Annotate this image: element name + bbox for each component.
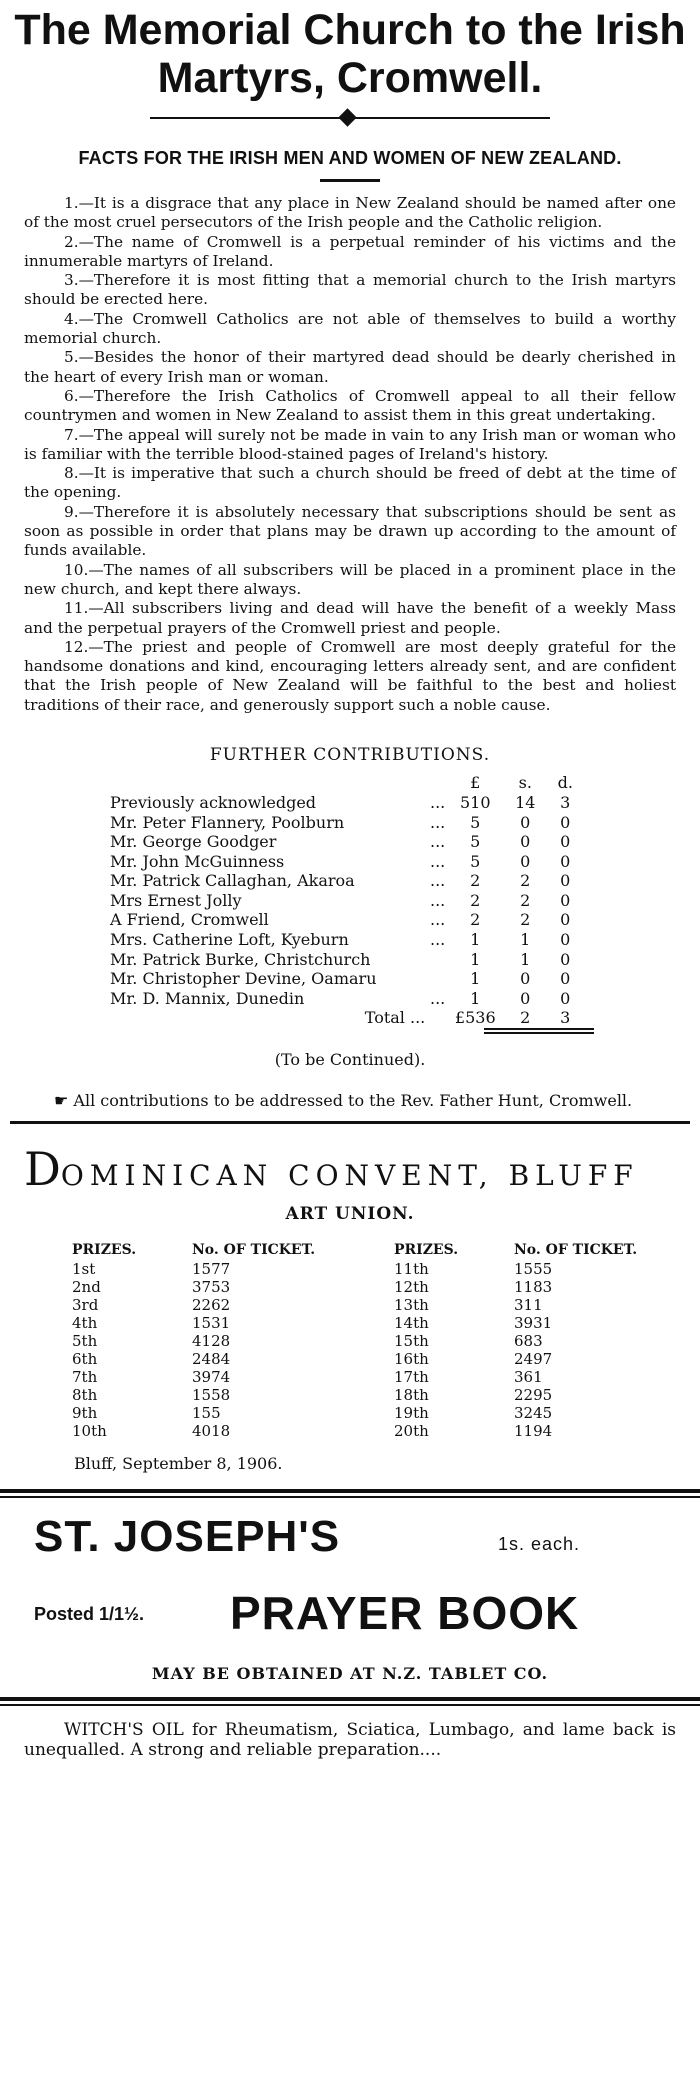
contributor-name: Mr. Peter Flannery, Poolburn bbox=[110, 812, 345, 832]
prize-column-right bbox=[378, 1240, 700, 1440]
leader-dots: ... bbox=[430, 930, 446, 950]
pence-value: 3 bbox=[560, 792, 571, 812]
contributor-name: Mr. George Goodger bbox=[110, 832, 277, 852]
fact-item: 2.—The name of Cromwell is a perpetual reminder of his victims and the innumerable martyrs of Ireland. bbox=[24, 232, 676, 270]
prize-place: 17th bbox=[394, 1367, 429, 1386]
table-row bbox=[378, 1314, 664, 1332]
contributor-name: Mr. Christopher Devine, Oamaru bbox=[110, 969, 377, 989]
prize-place: 14th bbox=[394, 1313, 429, 1332]
ticket-number: 155 bbox=[192, 1403, 221, 1422]
table-row bbox=[56, 1386, 342, 1404]
pounds-value: 5 bbox=[470, 851, 481, 871]
contributor-name: Mr. D. Mannix, Dunedin bbox=[110, 988, 305, 1008]
leader-dots: ... bbox=[430, 871, 446, 891]
table-row bbox=[110, 851, 585, 871]
contributor-name: Previously acknowledged bbox=[110, 792, 317, 812]
contributor-name: Mr. Patrick Burke, Christchurch bbox=[110, 949, 371, 969]
total-shillings: 2 bbox=[520, 1008, 531, 1028]
shillings-value: 1 bbox=[520, 949, 531, 969]
title-line-2: Martyrs, Cromwell. bbox=[157, 54, 543, 102]
ticket-number: 1558 bbox=[192, 1385, 231, 1404]
table-row bbox=[110, 969, 585, 989]
total-label: Total ... bbox=[364, 1008, 426, 1028]
convent-title-rest: OMINICAN CONVENT, BLUFF bbox=[60, 1158, 639, 1192]
prize-place: 4th bbox=[72, 1313, 98, 1332]
fact-item: 3.—Therefore it is most fitting that a memorial church to the Irish martyrs should be erected here. bbox=[24, 271, 676, 309]
ticket-number: 4018 bbox=[192, 1421, 231, 1440]
art-union-subtitle: ART UNION. bbox=[285, 1203, 415, 1224]
leader-dots bbox=[430, 949, 445, 969]
pounds-value: 5 bbox=[470, 812, 481, 832]
leader-dots: ... bbox=[430, 812, 446, 832]
prize-place: 18th bbox=[394, 1385, 429, 1404]
leader-dots: ... bbox=[430, 910, 446, 930]
pence-value: 0 bbox=[560, 969, 571, 989]
table-row bbox=[56, 1260, 342, 1278]
ticket-number: 3931 bbox=[514, 1313, 553, 1332]
prize-place: 1st bbox=[72, 1259, 96, 1278]
prayer-book-obtain: MAY BE OBTAINED AT N.Z. TABLET CO. bbox=[151, 1663, 549, 1683]
facts-subheading: FACTS FOR THE IRISH MEN AND WOMEN OF NEW ZEALAND. bbox=[78, 148, 622, 168]
prayer-book-price: 1s. each. bbox=[498, 1533, 581, 1554]
prayer-book-name: ST. JOSEPH'S bbox=[34, 1511, 341, 1561]
prize-place: 20th bbox=[394, 1421, 429, 1440]
ticket-number: 2295 bbox=[514, 1385, 553, 1404]
shillings-value: 0 bbox=[520, 969, 531, 989]
prize-results bbox=[56, 1240, 700, 1440]
prize-place: 19th bbox=[394, 1403, 429, 1422]
ticket-header: No. OF TICKET. bbox=[192, 1241, 316, 1258]
contributions-table bbox=[110, 773, 585, 1028]
leader-dots: ... bbox=[430, 832, 446, 852]
total-row bbox=[110, 1008, 585, 1028]
ticket-number: 361 bbox=[514, 1367, 543, 1386]
fact-item: 5.—Besides the honor of their martyred dead should be dearly cherished in the heart of every Irish man or woman. bbox=[24, 348, 676, 386]
contributor-name: Mr. John McGuinness bbox=[110, 851, 285, 871]
table-row bbox=[56, 1404, 342, 1422]
address-note: ☛ All contributions to be addressed to the Rev. Father Hunt, Cromwell. bbox=[54, 1090, 633, 1110]
prayer-book-postage: Posted 1/1½. bbox=[34, 1603, 145, 1624]
prize-table-left bbox=[56, 1240, 342, 1440]
table-row bbox=[56, 1332, 342, 1350]
prize-place: 15th bbox=[394, 1331, 429, 1350]
contributor-name: Mrs. Catherine Loft, Kyeburn bbox=[110, 930, 349, 950]
leader-dots: ... bbox=[430, 792, 446, 812]
pence-value: 0 bbox=[560, 930, 571, 950]
table-row bbox=[110, 910, 585, 930]
diamond-divider bbox=[0, 108, 700, 128]
fact-item: 1.—It is a disgrace that any place in New Zealand should be named after one of the most cruel persecutors of the Irish people and the Catholic religion. bbox=[24, 194, 676, 232]
table-row bbox=[110, 989, 585, 1009]
fact-item: 12.—The priest and people of Cromwell are most deeply grateful for the handsome donations and kind, encouraging letters already sent, and are confident that the Irish people of New Zealand will be faithful to the best and holiest traditions of their race, and generously support such a noble cause. bbox=[24, 637, 676, 714]
shillings-value: 2 bbox=[520, 910, 531, 930]
table-row bbox=[56, 1296, 342, 1314]
shillings-value: 2 bbox=[520, 871, 531, 891]
convent-title bbox=[24, 1142, 700, 1196]
section-divider bbox=[0, 1704, 700, 1706]
ticket-number: 1555 bbox=[514, 1259, 553, 1278]
table-row bbox=[378, 1368, 664, 1386]
ticket-number: 311 bbox=[514, 1295, 543, 1314]
pounds-value: 1 bbox=[470, 969, 481, 989]
shillings-value: 14 bbox=[515, 792, 536, 812]
shillings-value: 2 bbox=[520, 890, 531, 910]
prayer-book-title: PRAYER BOOK bbox=[230, 1586, 580, 1639]
section-divider bbox=[0, 1489, 700, 1493]
total-pence: 3 bbox=[560, 1008, 571, 1028]
shillings-value: 0 bbox=[520, 988, 531, 1008]
table-row bbox=[110, 812, 585, 832]
contributor-name: A Friend, Cromwell bbox=[110, 910, 269, 930]
fact-item: 9.—Therefore it is absolutely necessary that subscriptions should be sent as soon as possible in order that plans may be drawn up according to the amount of funds available. bbox=[24, 502, 676, 560]
table-row bbox=[56, 1278, 342, 1296]
pence-value: 0 bbox=[560, 871, 571, 891]
ticket-number: 1183 bbox=[514, 1277, 553, 1296]
table-row bbox=[110, 793, 585, 813]
pounds-value: 1 bbox=[470, 930, 481, 950]
prize-place: 16th bbox=[394, 1349, 429, 1368]
pounds-header: £ bbox=[470, 773, 481, 793]
prize-place: 5th bbox=[72, 1331, 98, 1350]
table-row bbox=[378, 1422, 664, 1440]
contributions-header-row bbox=[110, 773, 585, 793]
shillings-value: 1 bbox=[520, 930, 531, 950]
prize-place: 13th bbox=[394, 1295, 429, 1314]
pounds-value: 510 bbox=[459, 792, 491, 812]
pence-value: 0 bbox=[560, 832, 571, 852]
facts-list bbox=[24, 194, 676, 715]
fact-item: 10.—The names of all subscribers will be placed in a prominent place in the new church, and kept there always. bbox=[24, 560, 676, 598]
total-pounds: £536 bbox=[454, 1008, 496, 1028]
prize-place: 7th bbox=[72, 1367, 98, 1386]
ticket-number: 2484 bbox=[192, 1349, 231, 1368]
prize-place: 12th bbox=[394, 1277, 429, 1296]
section-divider bbox=[10, 1121, 690, 1124]
table-row bbox=[378, 1296, 664, 1314]
prize-place: 8th bbox=[72, 1385, 98, 1404]
title-line-1: The Memorial Church to the Irish bbox=[14, 6, 686, 54]
leader-dots: ... bbox=[430, 851, 446, 871]
leader-dots bbox=[430, 969, 445, 989]
table-row bbox=[110, 871, 585, 891]
diamond-ornament-icon bbox=[338, 108, 356, 126]
pounds-value: 1 bbox=[470, 949, 481, 969]
pounds-value: 5 bbox=[470, 832, 481, 852]
pounds-value: 2 bbox=[470, 890, 481, 910]
leader-dots: ... bbox=[430, 988, 446, 1008]
fact-item: 11.—All subscribers living and dead will have the benefit of a weekly Mass and the perpetual prayers of the Cromwell priest and people. bbox=[24, 599, 676, 637]
prize-place: 10th bbox=[72, 1421, 107, 1440]
table-row bbox=[378, 1404, 664, 1422]
pence-value: 0 bbox=[560, 890, 571, 910]
fact-item: 6.—Therefore the Irish Catholics of Cromwell appeal to all their fellow countrymen and women in New Zealand to assist them in this great undertaking. bbox=[24, 386, 676, 425]
section-divider bbox=[0, 1697, 700, 1701]
continued-note: (To be Continued). bbox=[274, 1049, 426, 1069]
pence-value: 0 bbox=[560, 812, 571, 832]
fact-item: 4.—The Cromwell Catholics are not able of themselves to build a worthy memorial church. bbox=[24, 309, 676, 348]
pence-value: 0 bbox=[560, 988, 571, 1008]
pounds-value: 2 bbox=[470, 910, 481, 930]
leader-dots: ... bbox=[430, 890, 446, 910]
pence-value: 0 bbox=[560, 949, 571, 969]
ticket-number: 1531 bbox=[192, 1313, 231, 1332]
convent-title-initial: D bbox=[24, 1141, 61, 1196]
shillings-header: s. bbox=[518, 773, 532, 793]
prayer-book-ad bbox=[0, 1498, 700, 1648]
shillings-value: 0 bbox=[520, 851, 531, 871]
ticket-number: 4128 bbox=[192, 1331, 231, 1350]
table-row bbox=[56, 1422, 342, 1440]
prize-table-right bbox=[378, 1240, 664, 1440]
pence-header: d. bbox=[557, 773, 573, 793]
ticket-number: 3245 bbox=[514, 1403, 553, 1422]
shillings-value: 0 bbox=[520, 832, 531, 852]
table-row bbox=[378, 1332, 664, 1350]
pence-value: 0 bbox=[560, 910, 571, 930]
witch-oil-ad: WITCH'S OIL for Rheumatism, Sciatica, Lumbago, and lame back is unequalled. A strong and reliable preparation.... bbox=[24, 1719, 676, 1760]
prize-place: 11th bbox=[394, 1259, 429, 1278]
table-row bbox=[110, 949, 585, 969]
table-row bbox=[56, 1350, 342, 1368]
table-row bbox=[378, 1260, 664, 1278]
table-row bbox=[56, 1368, 342, 1386]
ticket-number: 2497 bbox=[514, 1349, 553, 1368]
table-row bbox=[378, 1278, 664, 1296]
art-union-dateline: Bluff, September 8, 1906. bbox=[74, 1453, 283, 1473]
ticket-number: 1577 bbox=[192, 1259, 231, 1278]
contributor-name: Mr. Patrick Callaghan, Akaroa bbox=[110, 871, 355, 891]
prize-place: 3rd bbox=[72, 1295, 99, 1314]
pounds-value: 2 bbox=[470, 871, 481, 891]
table-row bbox=[56, 1314, 342, 1332]
ticket-number: 1194 bbox=[514, 1421, 553, 1440]
table-row bbox=[110, 891, 585, 911]
fact-item: 8.—It is imperative that such a church should be freed of debt at the time of the opening. bbox=[24, 464, 676, 502]
shillings-value: 0 bbox=[520, 812, 531, 832]
prize-place: 9th bbox=[72, 1403, 98, 1422]
prizes-header: PRIZES. bbox=[72, 1241, 137, 1258]
prize-place: 6th bbox=[72, 1349, 98, 1368]
ticket-number: 2262 bbox=[192, 1295, 231, 1314]
prizes-header: PRIZES. bbox=[394, 1241, 459, 1258]
table-row bbox=[378, 1350, 664, 1368]
table-row bbox=[110, 930, 585, 950]
ticket-number: 3974 bbox=[192, 1367, 231, 1386]
total-double-rule bbox=[484, 1028, 594, 1034]
prize-place: 2nd bbox=[72, 1277, 101, 1296]
pounds-value: 1 bbox=[470, 988, 481, 1008]
memorial-church-title bbox=[0, 0, 700, 102]
table-row bbox=[378, 1386, 664, 1404]
table-row bbox=[110, 832, 585, 852]
ticket-number: 683 bbox=[514, 1331, 543, 1350]
ticket-header: No. OF TICKET. bbox=[514, 1241, 638, 1258]
pence-value: 0 bbox=[560, 851, 571, 871]
ticket-number: 3753 bbox=[192, 1277, 231, 1296]
short-divider bbox=[320, 179, 380, 182]
prize-column-left bbox=[56, 1240, 378, 1440]
contributor-name: Mrs Ernest Jolly bbox=[110, 890, 242, 910]
fact-item: 7.—The appeal will surely not be made in vain to any Irish man or woman who is familiar with the terrible blood-stained pages of Ireland's history. bbox=[24, 425, 676, 463]
contributions-title: FURTHER CONTRIBUTIONS. bbox=[209, 745, 491, 766]
